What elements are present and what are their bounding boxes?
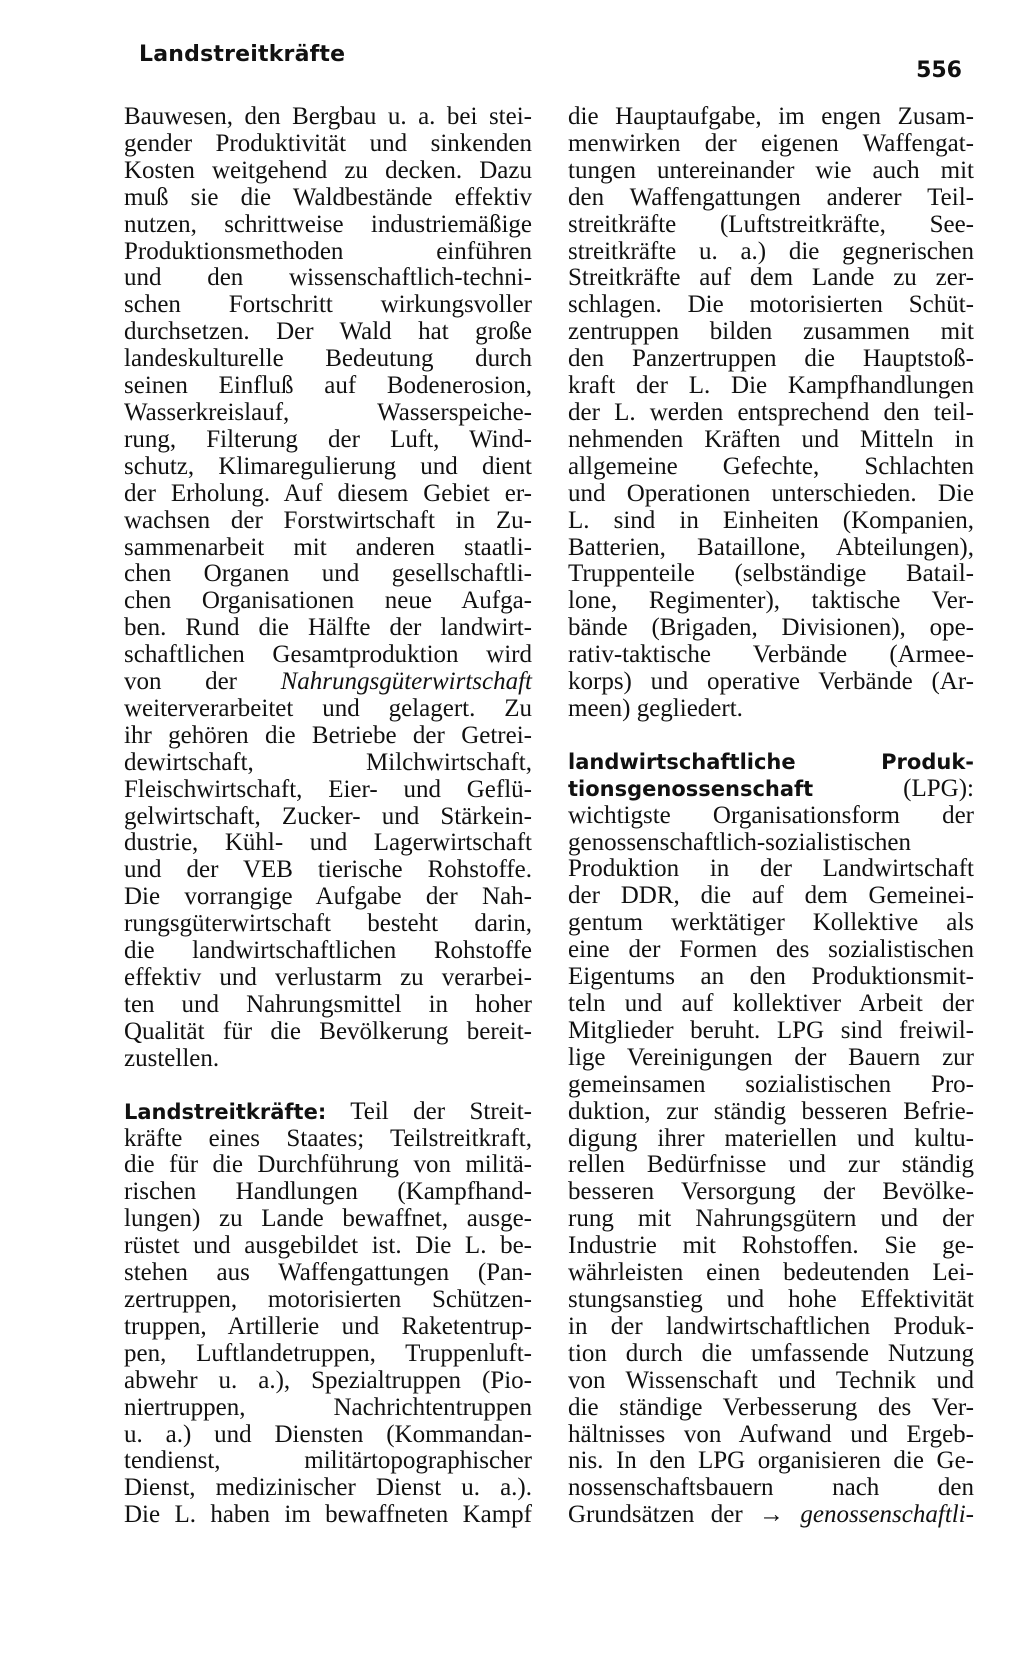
text-line [124,669,532,696]
text-line: Produktionsmethoden einführen [124,237,532,265]
text-line: Die L. haben im bewaffneten Kampf [124,1501,532,1529]
cross-reference-term: genossenschaftli- [784,1501,974,1529]
text-line: Mitglieder beruht. LPG sind freiwil- [568,1016,974,1044]
text-line: die ständige Verbesserung des Ver- [568,1393,974,1421]
running-head-title: Landstreitkräfte [139,42,346,67]
text-line: muß sie die Waldbestände effektiv [124,183,532,211]
text-line: rativ-taktische Verbände (Armee- [568,641,974,669]
text-line: lone, Regimenter), taktische Ver- [568,587,974,615]
text-line: effektiv und verlustarm zu verarbei- [124,964,532,991]
text-line: gelwirtschaft, Zucker- und Stärkein- [124,802,532,830]
cross-reference-term: Nahrungsgüterwirtschaft [280,668,532,696]
text-line: Produktion in der Landwirtschaft [568,855,974,883]
text-line: Eigentums an den Produktionsmit- [568,963,974,991]
text-line: ihr gehören die Betriebe der Getrei- [124,721,532,749]
text-line: Qualität für die Bevölkerung bereit- [124,1017,532,1045]
text-line: Batterien, Bataillone, Abteilungen), [568,533,974,561]
text-line: und Operationen unterschieden. Die [568,479,974,507]
text-line: wachsen der Forstwirtschaft in Zu- [124,506,532,534]
right-column [568,104,974,1529]
text-line: und der VEB tierische Rohstoffe. [124,856,532,884]
text-line: den Waffengattungen anderer Teil- [568,183,974,211]
text-line: der Erholung. Auf diesem Gebiet er- [124,479,532,507]
text-line: hältnisses von Aufwand und Ergeb- [568,1420,974,1448]
text-line: duktion, zur ständig besseren Befrie- [568,1097,974,1125]
text-line: Streitkräfte auf dem Lande zu zer- [568,264,974,292]
text-line: genossenschaftlich-sozialistischen [568,828,911,856]
text-line: zentruppen bilden zusammen mit [568,318,974,346]
text-line: streitkräfte (Luftstreitkräfte, See- [568,210,974,238]
text-line [568,776,974,803]
text-line: der DDR, die auf dem Gemeinei- [568,882,974,910]
text-line: allgemeine Gefechte, Schlachten [568,452,974,480]
paragraph-continuation [124,104,532,1073]
text-line [124,1099,532,1126]
entry-gap [124,1073,532,1099]
text-line: L. sind in Einheiten (Kompanien, [568,506,974,534]
text-line: landeskulturelle Bedeutung durch [124,345,532,373]
text-line: eine der Formen des sozialistischen [568,936,974,964]
text-line: streitkräfte u. a.) die gegnerischen [568,237,974,265]
text-line: tendienst, militärtopographischer [124,1447,532,1475]
text-run: von der [124,668,281,696]
text-line: abwehr u. a.), Spezialtruppen (Pio- [124,1366,532,1394]
text-line: bände (Brigaden, Divisionen), ope- [568,614,974,642]
text-line: Wasserkreislauf, Wasserspeiche- [124,398,532,426]
entry-lpg [568,749,974,1529]
text-line: ben. Rund die Hälfte der landwirt- [124,614,532,642]
text-line: gender Produktivität und sinkenden [124,129,532,157]
text-line: ten und Nahrungsmittel in hoher [124,990,532,1018]
text-line: Industrie mit Rohstoffen. Sie ge- [568,1232,974,1260]
text-line: stungsanstieg und hohe Effektivität [568,1285,974,1313]
left-column [124,104,532,1529]
text-line: chen Organisationen neue Aufga- [124,587,532,615]
text-line: dewirtschaft, Milchwirtschaft, [124,748,532,776]
entry-keyword: landwirtschaftliche Produk- [568,749,974,774]
cross-reference-arrow-icon: → [759,1501,785,1529]
text-run: Teil der Streit- [326,1097,532,1125]
text-run: Grundsätzen der [568,1501,760,1529]
text-line: durchsetzen. Der Wald hat große [124,318,532,346]
text-line: in der landwirtschaftlichen Produk- [568,1312,974,1340]
text-line: schaftlichen Gesamtproduktion wird [124,641,532,669]
text-line: teln und auf kollektiver Arbeit der [568,990,974,1017]
text-line: schen Fortschritt wirkungsvoller [124,291,532,319]
page-number: 556 [916,58,962,83]
text-line: den Panzertruppen die Hauptstoß- [568,345,974,373]
text-line: von Wissenschaft und Technik und [568,1366,974,1394]
text-line: zustellen. [124,1044,220,1072]
text-line: schlagen. Die motorisierten Schüt- [568,291,974,319]
entry-abbreviation: (LPG): [813,774,974,802]
text-line: währleisten einen bedeutenden Lei- [568,1259,974,1287]
text-line: lige Vereinigungen der Bauern zur [568,1043,974,1071]
text-line: nossenschaftsbauern nach den [568,1474,974,1502]
text-line: weiterverarbeitet und gelagert. Zu [124,694,532,722]
text-line: korps) und operative Verbände (Ar- [568,668,974,696]
text-line: stehen aus Waffengattungen (Pan- [124,1259,532,1287]
text-line: kräfte eines Staates; Teilstreitkraft, [124,1124,532,1152]
text-line: der L. werden entsprechend den teil- [568,398,974,426]
text-line: lungen) zu Lande bewaffnet, ausge- [124,1205,532,1233]
text-line [568,749,974,776]
text-line: die landwirtschaftlichen Rohstoffe [124,937,532,965]
text-line: sammenarbeit mit anderen staatli- [124,533,532,561]
text-line: nehmenden Kräften und Mitteln in [568,425,974,453]
text-line: Truppenteile (selbständige Batail- [568,560,974,588]
text-line: seinen Einfluß auf Bodenerosion, [124,372,532,400]
text-line: besseren Versorgung der Bevölke- [568,1178,974,1206]
paragraph-continuation [568,104,974,723]
text-line: truppen, Artillerie und Raketentrup- [124,1312,532,1340]
text-line: meen) gegliedert. [568,694,743,722]
text-line: schutz, Klimaregulierung und dient [124,452,532,480]
text-line: Bauwesen, den Bergbau u. a. bei stei- [124,103,532,130]
text-line: kraft der L. Die Kampfhandlungen [568,372,974,400]
text-line: wichtigste Organisationsform der [568,801,974,829]
entry-keyword: tionsgenossenschaft [568,776,814,801]
text-line: gentum werktätiger Kollektive als [568,909,974,937]
text-line: menwirken der eigenen Waffengat- [568,129,974,157]
text-line: zertruppen, motorisierten Schützen- [124,1285,532,1313]
text-line [568,1502,974,1529]
entry-keyword: Landstreitkräfte: [124,1099,327,1124]
text-line: rung mit Nahrungsgütern und der [568,1205,974,1233]
text-line: die Hauptaufgabe, im engen Zusam- [568,103,974,130]
text-line: Kosten weitgehend zu decken. Dazu [124,156,532,184]
text-line: pen, Luftlandetruppen, Truppenluft- [124,1339,532,1367]
text-line: rellen Bedürfnisse und zur ständig [568,1151,974,1179]
text-line: chen Organen und gesellschaftli- [124,560,532,588]
text-line: und den wissenschaftlich-techni- [124,264,532,292]
text-line: Dienst, medizinischer Dienst u. a.). [124,1474,532,1502]
text-line: tungen untereinander wie auch mit [568,156,974,184]
text-line: rung, Filterung der Luft, Wind- [124,425,532,453]
text-line: die für die Durchführung von militä- [124,1151,532,1179]
text-line: u. a.) und Diensten (Kommandan- [124,1420,532,1448]
text-line: digung ihrer materiellen und kultu- [568,1124,974,1152]
text-line: tion durch die umfassende Nutzung [568,1339,974,1367]
text-line: dustrie, Kühl- und Lagerwirtschaft [124,829,532,857]
text-line: rüstet und ausgebildet ist. Die L. be- [124,1232,532,1260]
text-line: rungsgüterwirtschaft besteht darin, [124,910,532,938]
text-line: Fleischwirtschaft, Eier- und Geflü- [124,775,532,803]
text-line: nutzen, schrittweise industriemäßige [124,210,532,238]
text-line: Die vorrangige Aufgabe der Nah- [124,883,532,911]
text-line: niertruppen, Nachrichtentruppen [124,1393,532,1421]
text-line: rischen Handlungen (Kampfhand- [124,1178,532,1206]
text-line: gemeinsamen sozialistischen Pro- [568,1070,974,1098]
entry-gap [568,723,974,749]
entry-landstreitkraefte [124,1099,532,1530]
text-line: nis. In den LPG organisieren die Ge- [568,1447,974,1475]
